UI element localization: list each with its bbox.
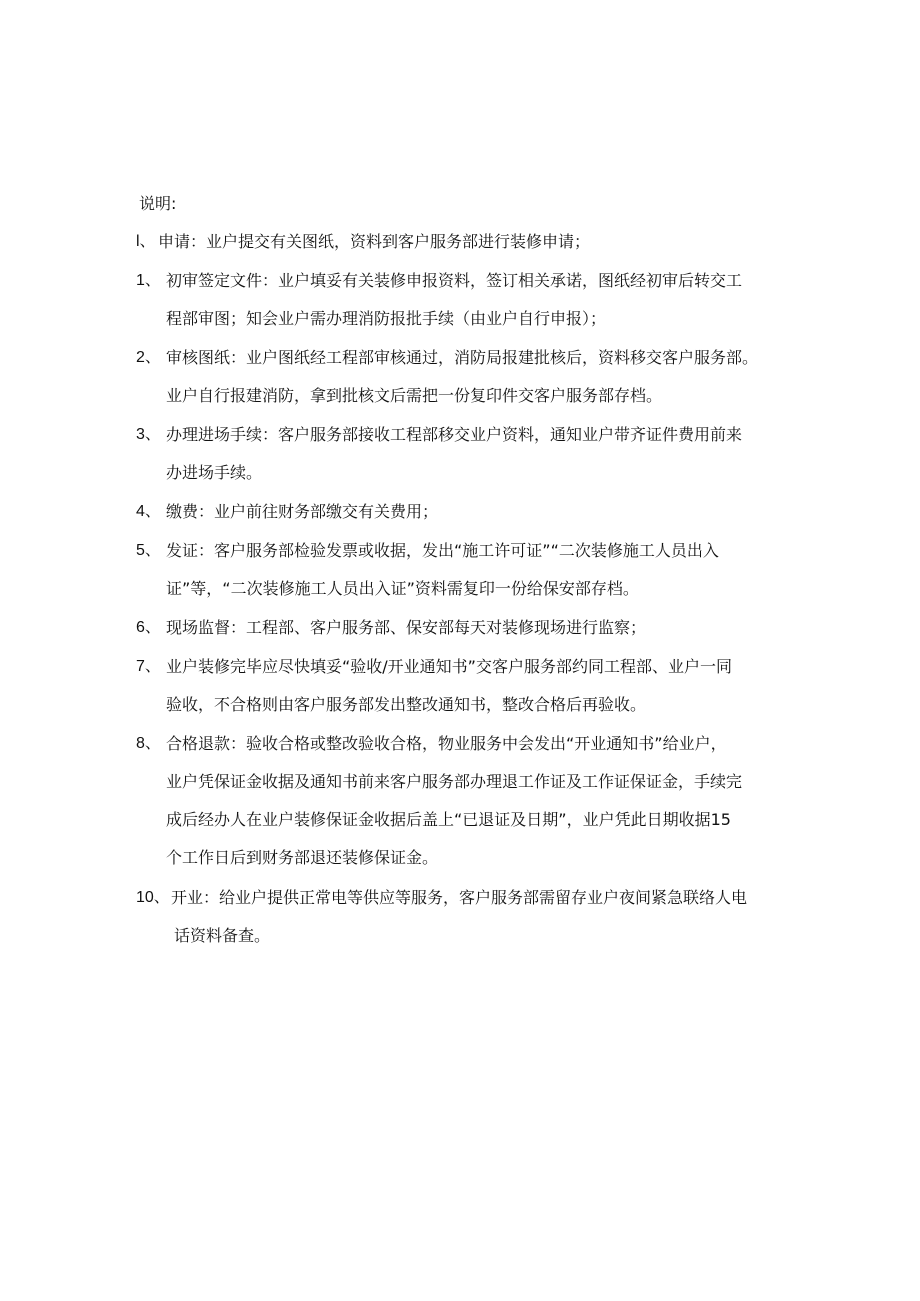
item-number: 1、 [136,272,161,289]
item-number: 3、 [136,426,161,443]
item-number: 7、 [136,658,161,675]
notes-heading: 说明: [139,194,177,213]
item-number: 5、 [136,542,161,559]
item-number: 2、 [136,349,161,366]
item-text-line: 程部审图；知会业户需办理消防报批手续（由业户自行申报）； [166,309,607,328]
item-number: 8、 [136,735,161,752]
item-text-line: 缴费：业户前往财务部缴交有关费用； [166,502,439,521]
item-text-line: 成后经办人在业户装修保证金收据后盖上“已退证及日期”，业户凭此日期收据15 [166,810,731,829]
item-text-line: 发证：客户服务部检验发票或收据，发出“施工许可证”“二次装修施工人员出入 [166,541,719,560]
item-number: 10、 [136,889,170,906]
item-text-line: 业户凭保证金收据及通知书前来客户服务部办理退工作证及工作证保证金，手续完 [166,772,743,791]
item-text-line: 开业：给业户提供正常电等供应等服务，客户服务部需留存业户夜间紧急联络人电 [171,888,748,907]
item-text-line: 验收，不合格则由客户服务部发出整改通知书，整改合格后再验收。 [166,695,647,714]
item-text-line: 证”等，“二次装修施工人员出入证”资料需复印一份给保安部存档。 [166,579,639,598]
item-text-line: 初审签定文件：业户填妥有关装修申报资料，签订相关承诺，图纸经初审后转交工 [166,271,743,290]
item-text-line: 业户自行报建消防，拿到批核文后需把一份复印件交客户服务部存档。 [166,386,663,405]
item-number: 4、 [136,503,161,520]
item-text-line: 话资料备查。 [174,926,271,945]
item-text-line: 申请：业户提交有关图纸，资料到客户服务部进行装修申请； [158,232,591,251]
item-text-line: 业户装修完毕应尽快填妥“验收/开业通知书”交客户服务部约同工程部、业户一同 [166,657,732,676]
item-number: l、 [136,233,156,250]
item-text-line: 合格退款：验收合格或整改验收合格，物业服务中会发出“开业通知书”给业户， [166,734,727,753]
item-text-line: 审核图纸：业户图纸经工程部审核通过，消防局报建批核后，资料移交客户服务部。 [166,348,759,367]
item-number: 6、 [136,619,161,636]
item-text-line: 办进场手续。 [166,463,263,482]
item-text-line: 现场监督：工程部、客户服务部、保安部每天对装修现场进行监察； [166,618,647,637]
item-text-line: 个工作日后到财务部退还装修保证金。 [166,848,439,867]
item-text-line: 办理进场手续：客户服务部接收工程部移交业户资料，通知业户带齐证件费用前来 [166,425,743,444]
